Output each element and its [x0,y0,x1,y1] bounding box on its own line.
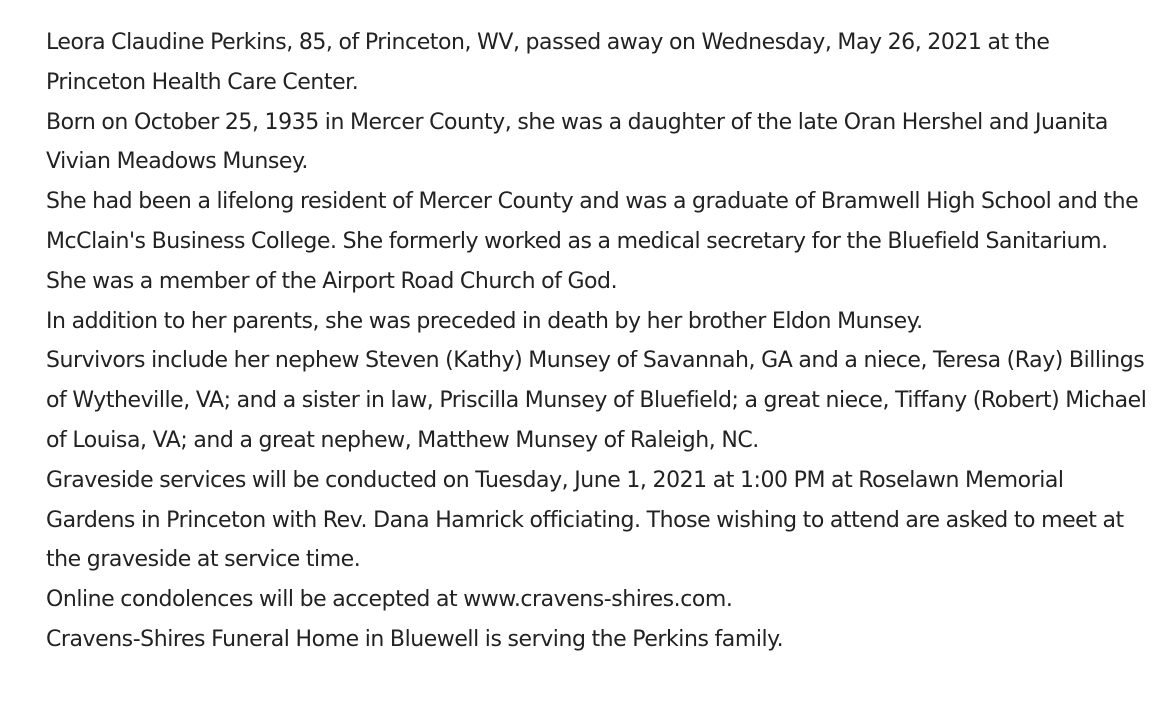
paragraph-funeral-home: Cravens-Shires Funeral Home in Bluewell is serving the Perkins family. [46,626,784,652]
paragraph-birth: Born on October 25, 1935 in Mercer County, she was a daughter of the late Oran Hershel and Juanita Vivian Meadows Munsey. [46,109,1108,175]
paragraph-biography: She had been a lifelong resident of Mercer County and was a graduate of Bramwell High School and the McClain's Business College. She formerly worked as a medical secretary for the Bluefield Sanitarium. She was a member of the Airport Road Church of God. [46,189,1139,294]
paragraph-services: Graveside services will be conducted on Tuesday, June 1, 2021 at 1:00 PM at Roselawn Memorial Gardens in Princeton with Rev. Dana Hamrick officiating. Those wishing to attend are asked to meet at the graveside at service time. [46,467,1124,573]
obituary-text [46,23,1148,660]
paragraph-preceded-in-death: In addition to her parents, she was preceded in death by her brother Eldon Munsey. [46,308,923,334]
paragraph-condolences: Online condolences will be accepted at www.cravens-shires.com. [46,587,733,613]
paragraph-death-notice: Leora Claudine Perkins, 85, of Princeton, WV, passed away on Wednesday, May 26, 2021 at the Princeton Health Care Center. [46,30,1050,95]
paragraph-survivors: Survivors include her nephew Steven (Kathy) Munsey of Savannah, GA and a niece, Teresa (Ray) Billings of Wytheville, VA; and a sister in law, Priscilla Munsey of Bluefield; a great niece, Tiffany (Robert) Michael of Louisa, VA; and a great nephew, Matthew Munsey of Raleigh, NC. [46,348,1147,453]
